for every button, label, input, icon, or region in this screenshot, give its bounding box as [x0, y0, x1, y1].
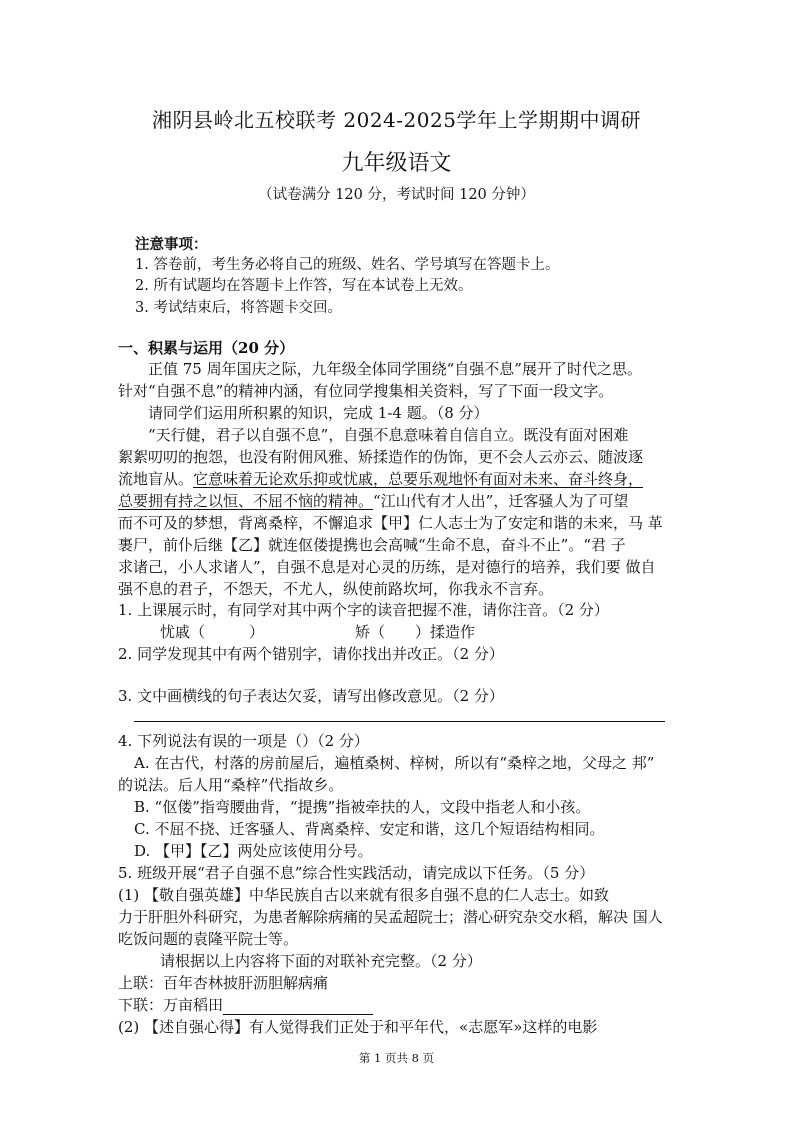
question-3: 3. 文中画横线的句子表达欠妥，请写出修改意见。（2 分）	[118, 687, 504, 705]
option-a-cont: 的说法。后人用“桑梓”代指故乡。	[118, 776, 344, 794]
passage-line	[118, 490, 628, 511]
question-5: 5. 班级开展“君子自强不息”综合性实践活动，请完成以下任务。（5 分）	[118, 864, 595, 882]
passage-line: 裹尸，前仆后继【乙】就连伛偻提携也会高喊“生命不息，奋斗不止”。“君 子	[118, 536, 626, 554]
couplet-upper: 上联：百年杏林披肝沥胆解病痛	[118, 974, 329, 992]
q1-bracket: ）揉造作	[415, 623, 476, 641]
question-1: 1. 上课展示时，有同学对其中两个字的读音把握不准，请你注音。（2 分）	[118, 601, 609, 619]
underlined-sentence: 它意味着无论欢乐抑或忧戚，总要乐观地怀有面对未来、奋斗终身，	[193, 470, 644, 488]
page-number: 第 1 页共 8 页	[358, 1051, 435, 1065]
couplet-answer-blank[interactable]	[223, 999, 373, 1015]
couplet-lower-text: 下联：万亩稻田	[118, 996, 224, 1014]
option-b: B. “伛偻”指弯腰曲背，“提携”指被牵扶的人，文段中指老人和小孩。	[134, 798, 591, 816]
q1-word-1	[160, 621, 264, 642]
task-prompt: 请同学们运用所积累的知识，完成 1-4 题。（8 分）	[148, 404, 489, 422]
intro-line: 针对“自强不息”的精神内涵，有位同学搜集相关资料，写了下面一段文字。	[118, 382, 614, 400]
passage-line: 絮絮叨叨的抱怨，也没有附佣风雅、矫揉造作的伪饰，更不会人云亦云、随波逐	[118, 448, 644, 466]
score-time-info: （试卷满分 120 分，考试时间 120 分钟）	[258, 187, 535, 203]
exam-title: 湘阴县岭北五校联考 2024-2025学年上学期期中调研	[152, 108, 641, 132]
question-2: 2. 同学发现其中有两个错别字，请你找出并改正。（2 分）	[118, 645, 504, 663]
notice-item: 2. 所有试题均在答题卡上作答，写在本试卷上无效。	[135, 278, 473, 294]
q5-task-1-prompt: 请根据以上内容将下面的对联补充完整。（2 分）	[160, 952, 482, 970]
q5-task-1-cont: 力于肝胆外科研究，为患者解除病痛的吴孟超院士；潜心研究杂交水稻，解决 国人	[118, 908, 663, 926]
q1-word-2	[355, 621, 475, 642]
passage-line: 强不息的君子，不怨天，不尤人，纵使前路坎坷，你我永不言弃。	[118, 580, 554, 598]
question-4: 4. 下列说法有误的一项是（）（2 分）	[118, 732, 369, 750]
option-c: C. 不屈不挠、迁客骚人、背离桑梓、安定和谐，这几个短语结构相同。	[134, 820, 605, 838]
passage-line: 求诸己，小人求诸人”，自强不息是对心灵的历练，是对德行的培养，我们要 做自	[118, 558, 656, 576]
answer-line[interactable]	[134, 721, 665, 722]
q5-task-1: (1) 【敬自强英雄】中华民族自古以来就有很多自强不息的仁人志士。如致	[118, 886, 610, 904]
passage-line: “天行健，君子以自强不息”，自强不息意味着自信自立。既没有面对困难	[148, 426, 629, 444]
subject-title: 九年级语文	[341, 151, 452, 176]
option-d: D. 【甲】【乙】两处应该使用分号。	[134, 842, 373, 860]
passage-text: “江山代有才人出”，迁客骚人为了可望	[373, 492, 629, 510]
passage-line	[118, 468, 643, 489]
q1-word-label: 忧戚（	[160, 623, 206, 641]
couplet-lower	[118, 994, 373, 1015]
intro-line: 正值 75 周年国庆之际，九年级全体同学围绕“自强不息”展开了时代之思。	[148, 360, 642, 378]
underlined-sentence: 总要拥有持之以恒、不屈不恼的精神。	[118, 492, 374, 510]
q5-task-2: (2) 【述自强心得】有人觉得我们正处于和平年代，«志愿军»这样的电影	[118, 1018, 598, 1036]
q1-word-label: 矫（	[355, 623, 386, 641]
option-a: A. 在古代，村落的房前屋后，遍植桑树、梓树，所以有“桑梓之地，父母之 邦”	[134, 754, 655, 772]
section-heading: 一、积累与运用（20 分）	[118, 339, 295, 357]
q1-bracket: ）	[249, 623, 265, 641]
q5-task-1-cont: 吃饭问题的袁隆平院士等。	[118, 930, 299, 948]
passage-text: 流地盲从。	[118, 470, 194, 488]
notice-item: 3. 考试结束后，将答题卡交回。	[135, 300, 342, 316]
notice-item: 1. 答卷前，考生务必将自己的班级、姓名、学号填写在答题卡上。	[135, 257, 560, 273]
passage-line: 而不可及的梦想，背离桑梓，不懈追求【甲】仁人志士为了安定和谐的未来，马 革	[118, 514, 663, 532]
notice-heading: 注意事项：	[135, 236, 208, 253]
